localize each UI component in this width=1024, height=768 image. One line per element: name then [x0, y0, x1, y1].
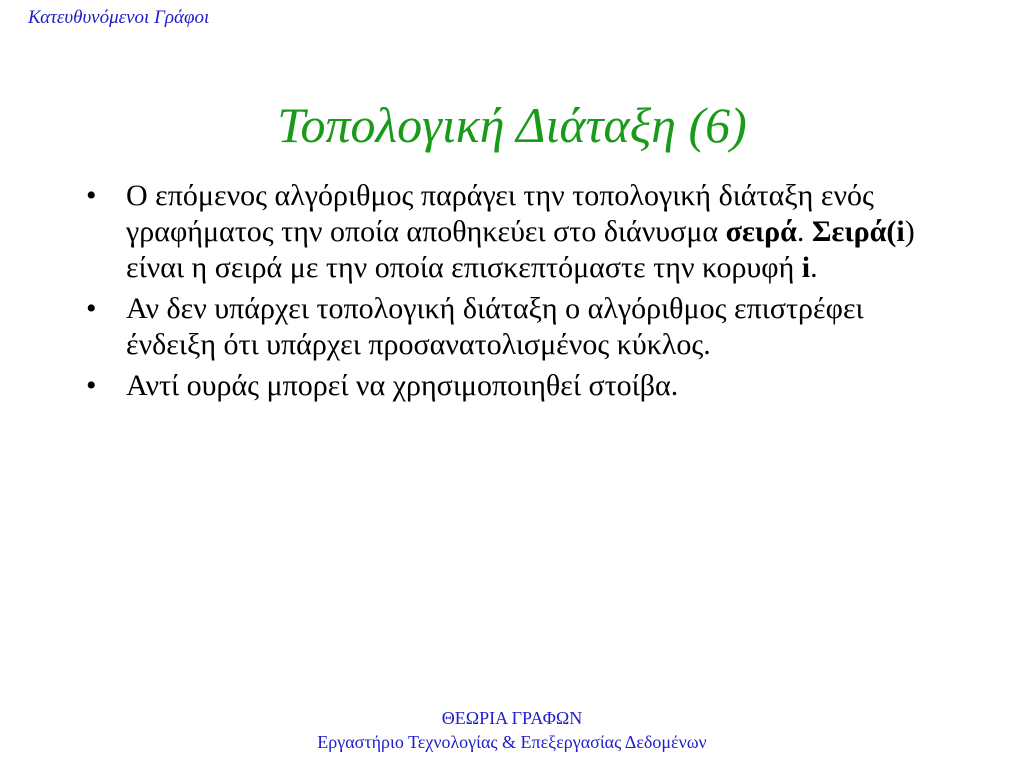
bullet-list — [86, 178, 926, 409]
bullet-item — [86, 291, 926, 363]
bullet-bold-term: i — [801, 251, 811, 284]
bullet-item — [86, 368, 926, 404]
bullet-text: ) είναι η σειρά με την οποία επισκεπτόμαστε την κορυφή — [126, 215, 915, 284]
bullet-marker: • — [86, 369, 97, 402]
bullet-text: Αντί ουράς μπορεί να χρησιμοποιηθεί στοίβα. — [126, 369, 679, 402]
bullet-text: Αν δεν υπάρχει τοπολογική διάταξη ο αλγόριθμος επιστρέφει ένδειξη ότι υπάρχει προσανατολισμένος κύκλος. — [126, 292, 864, 361]
bullet-bold-term: σειρά — [725, 215, 797, 248]
bullet-text: . — [796, 215, 812, 248]
bullet-text: Ο επόμενος αλγόριθμος παράγει την τοπολογική διάταξη ενός γραφήματος την οποία αποθηκεύει στο διάνυσμα — [126, 179, 874, 248]
bullet-marker: • — [86, 292, 97, 325]
bullet-text: . — [810, 251, 818, 284]
footer-lab-name: Εργαστήριο Τεχνολογίας & Επεξεργασίας Δεδομένων — [317, 732, 707, 752]
footer-course-title: ΘΕΩΡΙΑ ΓΡΑΦΩΝ — [441, 708, 583, 728]
bullet-item — [86, 178, 926, 286]
slide-header-label: Κατευθυνόμενοι Γράφοι — [28, 7, 210, 28]
slide-title: Τοπολογική Διάταξη (6) — [277, 97, 747, 153]
bullet-bold-term: Σειρά(i — [811, 215, 905, 248]
bullet-marker: • — [86, 179, 97, 212]
slide-footer — [0, 706, 1024, 754]
